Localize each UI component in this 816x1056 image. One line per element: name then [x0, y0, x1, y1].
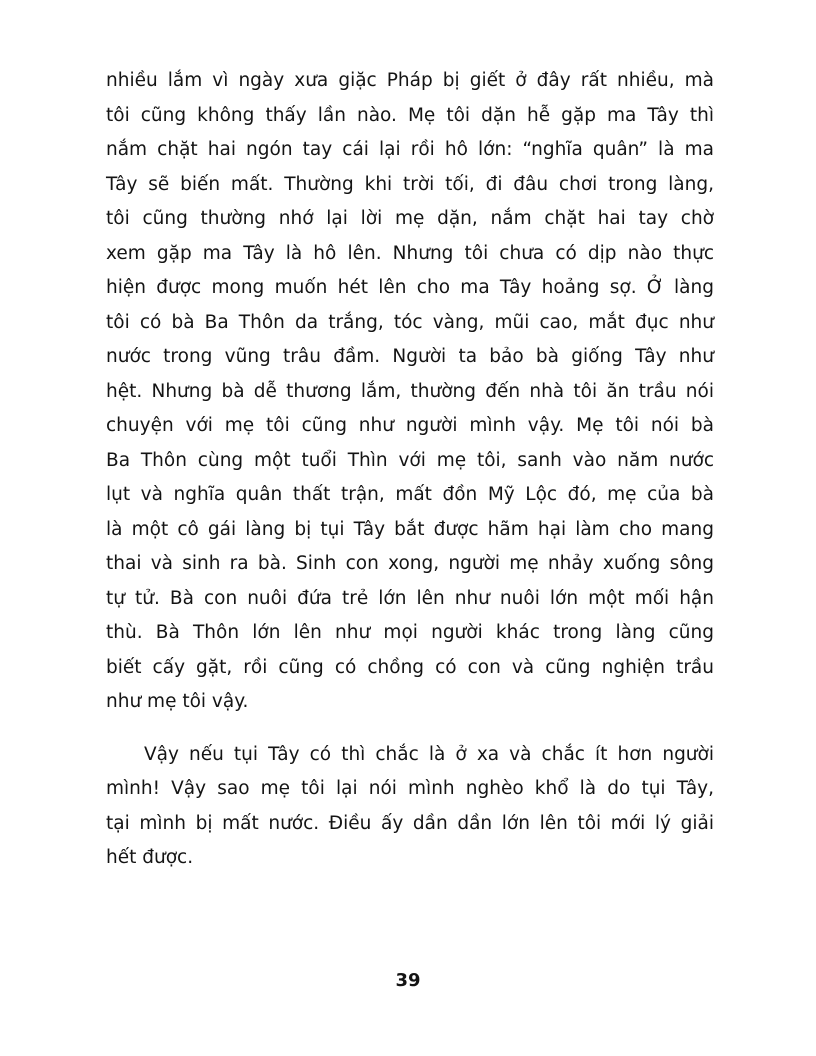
text-line: tôi cũng thường nhớ lại lời mẹ dặn, nắm chặt hai tay chờ — [106, 208, 714, 229]
text-line: tôi cũng không thấy lần nào. Mẹ tôi dặn hễ gặp ma Tây thì — [106, 104, 714, 126]
text-line: thù. Bà Thôn lớn lên như mọi người khác trong làng cũng — [106, 622, 714, 643]
text-line: nhiều lắm vì ngày xưa giặc Pháp bị giết ở đây rất nhiều, mà — [106, 70, 714, 91]
text-line: Tây sẽ biến mất. Thường khi trời tối, đi đâu chơi trong làng, — [106, 173, 714, 195]
text-line: chuyện với mẹ tôi cũng như người mình vậy. Mẹ tôi nói bà — [106, 415, 714, 436]
text-line: nắm chặt hai ngón tay cái lại rồi hô lớn: “nghĩa quân” là ma — [106, 139, 714, 160]
page-number: 39 — [395, 970, 421, 991]
text-line: tự tử. Bà con nuôi đứa trẻ lớn lên như nuôi lớn một mối hận — [106, 587, 714, 609]
paragraph-spacer — [106, 720, 714, 738]
paragraph-1 — [106, 64, 714, 720]
text-line: hết được. — [106, 847, 194, 868]
text-line: tôi có bà Ba Thôn da trắng, tóc vàng, mũi cao, mắt đục như — [106, 311, 714, 333]
text-line: tại mình bị mất nước. Điều ấy dần dần lớn lên tôi mới lý giải — [106, 812, 714, 834]
text-line: xem gặp ma Tây là hô lên. Nhưng tôi chưa có dịp nào thực — [106, 242, 714, 264]
text-line: mình! Vậy sao mẹ tôi lại nói mình nghèo khổ là do tụi Tây, — [106, 778, 714, 799]
text-line: hệt. Nhưng bà dễ thương lắm, thường đến nhà tôi ăn trầu nói — [106, 380, 714, 402]
body-text — [106, 64, 714, 876]
text-line: Vậy nếu tụi Tây có thì chắc là ở xa và chắc ít hơn người — [144, 743, 714, 765]
text-line: biết cấy gặt, rồi cũng có chồng có con và cũng nghiện trầu — [106, 656, 714, 678]
paragraph-2 — [106, 738, 714, 876]
text-line: nước trong vũng trâu đầm. Người ta bảo bà giống Tây như — [106, 346, 714, 367]
text-line: hiện được mong muốn hét lên cho ma Tây hoảng sợ. Ở làng — [106, 277, 714, 298]
text-line: thai và sinh ra bà. Sinh con xong, người mẹ nhảy xuống sông — [106, 553, 714, 574]
text-line: là một cô gái làng bị tụi Tây bắt được hãm hại làm cho mang — [106, 518, 714, 540]
text-line: như mẹ tôi vậy. — [106, 691, 249, 712]
text-line: Ba Thôn cùng một tuổi Thìn với mẹ tôi, sanh vào năm nước — [106, 449, 714, 471]
text-line: lụt và nghĩa quân thất trận, mất đồn Mỹ Lộc đó, mẹ của bà — [106, 484, 714, 505]
